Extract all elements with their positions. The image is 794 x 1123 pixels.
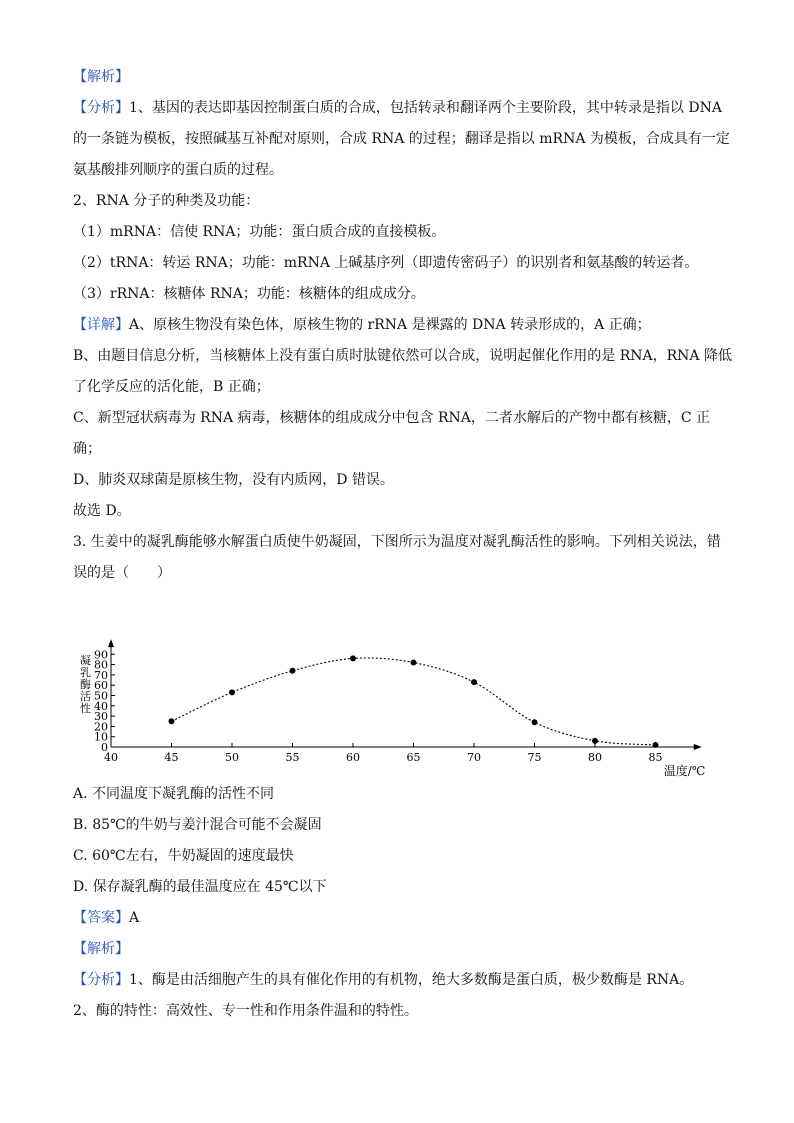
analysis2-line-2: 2、酶的特性：高效性、专一性和作用条件温和的特性。 [73, 1003, 418, 1019]
x-tick-label: 70 [467, 751, 481, 764]
x-tick-label: 40 [104, 751, 118, 764]
analysis-line-6: （2）tRNA：转运 RNA；功能：mRNA 上碱基序列（即遗传密码子）的识别者和氨基酸的转运者。 [73, 255, 699, 271]
fenxi-tag-2: 【分析】 [73, 972, 129, 988]
option-a: A. 不同温度下凝乳酶的活性不同 [73, 786, 275, 802]
y-tick-label: 40 [94, 699, 108, 713]
data-point [592, 738, 598, 744]
x-tick-label: 55 [285, 751, 300, 764]
data-point [290, 668, 296, 674]
y-tick-label: 10 [94, 730, 108, 744]
option-b: B. 85℃的牛奶与姜汁混合可能不会凝固 [73, 817, 322, 833]
analysis-line-1 [73, 93, 723, 124]
detail-line-c1: C、新型冠状病毒为 RNA 病毒，核糖体的组成成分中包含 RNA，二者水解后的产物中都有核糖，C 正 [73, 410, 711, 426]
x-tick-label: 75 [527, 751, 542, 764]
data-point [411, 660, 417, 666]
jiexi-tag: 【解析】 [73, 69, 129, 85]
x-tick-label: 65 [406, 751, 421, 764]
y-axis-label: 凝乳酶活性 [78, 654, 92, 715]
activity-curve [172, 658, 656, 745]
detail-line-d: D、肺炎双球菌是原核生物，没有内质网，D 错误。 [73, 472, 394, 488]
data-point [169, 718, 175, 724]
x-tick-label: 50 [225, 751, 239, 764]
y-tick-label: 90 [94, 648, 108, 662]
analysis-line-2: 的一条链为模板，按照碱基互补配对原则，合成 RNA 的过程；翻译是指以 mRNA 为模板，合成具有一定 [73, 131, 730, 147]
xiangjie-tag: 【详解】 [73, 317, 129, 333]
detail-line-c2: 确； [73, 441, 101, 457]
document-page [73, 62, 732, 1027]
analysis-line-7: （3）rRNA：核糖体 RNA；功能：核糖体的组成成分。 [73, 286, 425, 302]
detail-line-b2: 了化学反应的活化能，B 正确； [73, 379, 270, 395]
x-tick-label: 45 [164, 751, 179, 764]
answer-line: 故选 D。 [73, 503, 131, 519]
data-point [350, 655, 356, 661]
analysis-line-5: （1）mRNA：信使 RNA；功能：蛋白质合成的直接模板。 [73, 224, 446, 240]
question-stem-2: 误的是（ ） [73, 565, 171, 581]
y-tick-label: 20 [94, 720, 108, 734]
y-axis-arrow [108, 639, 114, 647]
analysis-line-3: 氨基酸排列顺序的蛋白质的过程。 [73, 162, 283, 178]
x-axis-label: 温度/℃ [663, 764, 706, 778]
data-point [229, 689, 235, 695]
y-tick-label: 30 [94, 710, 108, 724]
x-tick-label: 60 [346, 751, 360, 764]
y-tick-label: 70 [94, 668, 108, 682]
chart-canvas [77, 597, 706, 778]
y-tick-label: 0 [101, 741, 108, 754]
data-point [532, 719, 538, 725]
answer-line-2 [73, 903, 723, 934]
analysis2-text-1: 1、酶是由活细胞产生的具有催化作用的有机物，绝大多数酶是蛋白质，极少数酶是 RNA。 [129, 972, 694, 988]
option-d: D. 保存凝乳酶的最佳温度应在 45℃以下 [73, 879, 327, 895]
jiexi-tag-2: 【解析】 [73, 941, 129, 957]
y-tick-label: 60 [94, 679, 108, 693]
option-c: C. 60℃左右，牛奶凝固的速度最快 [73, 848, 294, 864]
x-axis-arrow [694, 744, 702, 750]
y-tick-label: 50 [94, 689, 108, 703]
x-tick-label: 85 [648, 751, 663, 764]
detail-line-b1: B、由题目信息分析，当核糖体上没有蛋白质时肽键依然可以合成，说明起催化作用的是 RNA，RNA 降低 [73, 348, 732, 364]
detail-line-a [73, 310, 723, 341]
data-point [653, 742, 659, 748]
analysis-text-1: 1、基因的表达即基因控制蛋白质的合成，包括转录和翻译两个主要阶段，其中转录是指以 DNA [129, 100, 722, 116]
daan-value: A [129, 910, 140, 926]
fenxi-tag: 【分析】 [73, 100, 129, 116]
daan-tag: 【答案】 [73, 910, 129, 926]
analysis2-line-1 [73, 965, 723, 996]
y-tick-label: 80 [94, 658, 108, 672]
detail-text-a: A、原核生物没有染色体，原核生物的 rRNA 是裸露的 DNA 转录形成的，A 正确； [129, 317, 651, 333]
analysis-line-4: 2、RNA 分子的种类及功能： [73, 193, 260, 209]
x-tick-label: 80 [588, 751, 602, 764]
enzyme-activity-chart [77, 597, 706, 778]
question-stem-1: 3. 生姜中的凝乳酶能够水解蛋白质使牛奶凝固，下图所示为温度对凝乳酶活性的影响。下列相关说法，错 [73, 534, 721, 550]
data-point [471, 679, 477, 685]
